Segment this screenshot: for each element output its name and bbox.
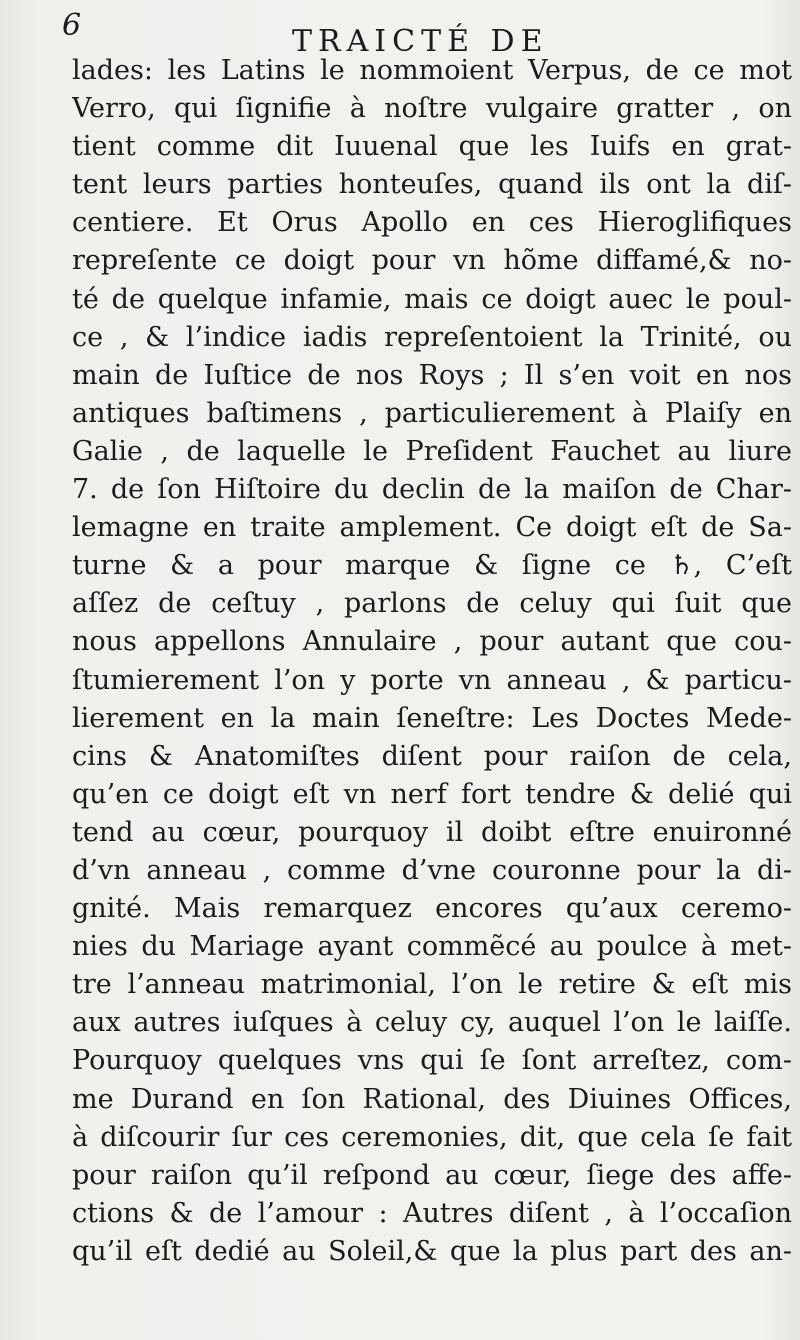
page-number: 6 [62, 8, 82, 43]
text-line: cins & Anatomiſtes diſent pour raiſon de cela, [72, 740, 792, 772]
text-line: tre l’anneau matrimonial, l’on le retire & eſt mis [72, 969, 792, 1001]
text-line: Pourquoy quelques vns qui ſe ſont arreſtez, com- [72, 1045, 792, 1077]
text-line: nous appellons Annulaire , pour autant que cou- [72, 626, 792, 658]
text-line: ſtumierement l’on y porte vn anneau , & particu- [72, 664, 792, 696]
text-line: lierement en la main ſeneſtre: Les Doctes Mede- [72, 702, 792, 734]
text-line: d’vn anneau , comme d’vne couronne pour la di- [72, 854, 792, 886]
text-line: main de Iuſtice de nos Roys ; Il s’en voit en nos [72, 359, 792, 391]
text-line: gnité. Mais remarquez encores qu’aux ceremo- [72, 893, 792, 925]
text-line: centiere. Et Orus Apollo en ces Hieroglifiques [72, 207, 792, 239]
text-line: pour raiſon qu’il reſpond au cœur, ſiege des affe- [72, 1159, 792, 1191]
text-line: ctions & de l’amour : Autres diſent , à l’occaſion [72, 1197, 792, 1229]
text-line: repreſente ce doigt pour vn hõme diffamé,& no- [72, 245, 792, 277]
text-line: à diſcourir ſur ces ceremonies, dit, que cela ſe fait [72, 1121, 792, 1153]
text-line: Galie , de laquelle le Preſident Fauchet au liure [72, 435, 792, 467]
running-head: TRAICTÉ DE [292, 24, 549, 59]
text-line: aſſez de ceſtuy , parlons de celuy qui ſuit que [72, 588, 792, 620]
text-line: lemagne en traite amplement. Ce doigt eſt de Sa- [72, 512, 792, 544]
text-line: lades: les Latins le nommoient Verpus, de ce mot [72, 55, 792, 86]
text-line: antiques baſtimens , particulierement à Plaiſy en [72, 397, 792, 429]
page-header [62, 8, 780, 59]
text-line: 7. de ſon Hiſtoire du declin de la maiſon de Char- [72, 474, 792, 506]
text-line: turne & a pour marque & ſigne ce ♄, C’eſt [72, 550, 792, 582]
text-line: ce , & l’indice iadis repreſentoient la Trinité, ou [72, 321, 792, 353]
body-text [72, 52, 792, 1271]
text-line: té de quelque infamie, mais ce doigt auec le poul- [72, 283, 792, 315]
text-line: nies du Mariage ayant commẽcé au poulce à met- [72, 931, 792, 963]
text-line: tend au cœur, pourquoy il doibt eſtre enuironné [72, 816, 792, 848]
text-line: Verro, qui ſignifie à noſtre vulgaire gratter , on [72, 93, 792, 125]
text-line: tient comme dit Iuuenal que les Iuifs en grat- [72, 131, 792, 163]
text-line: qu’en ce doigt eſt vn nerf fort tendre & delié qui [72, 778, 792, 810]
text-line: qu’il eſt dedié au Soleil,& que la plus part des an- [72, 1235, 792, 1267]
text-line: aux autres iuſques à celuy cy, auquel l’on le laiſſe. [72, 1007, 792, 1039]
text-line: tent leurs parties honteuſes, quand ils ont la diſ- [72, 169, 792, 201]
text-line: me Durand en ſon Rational, des Diuines Offices, [72, 1083, 792, 1115]
